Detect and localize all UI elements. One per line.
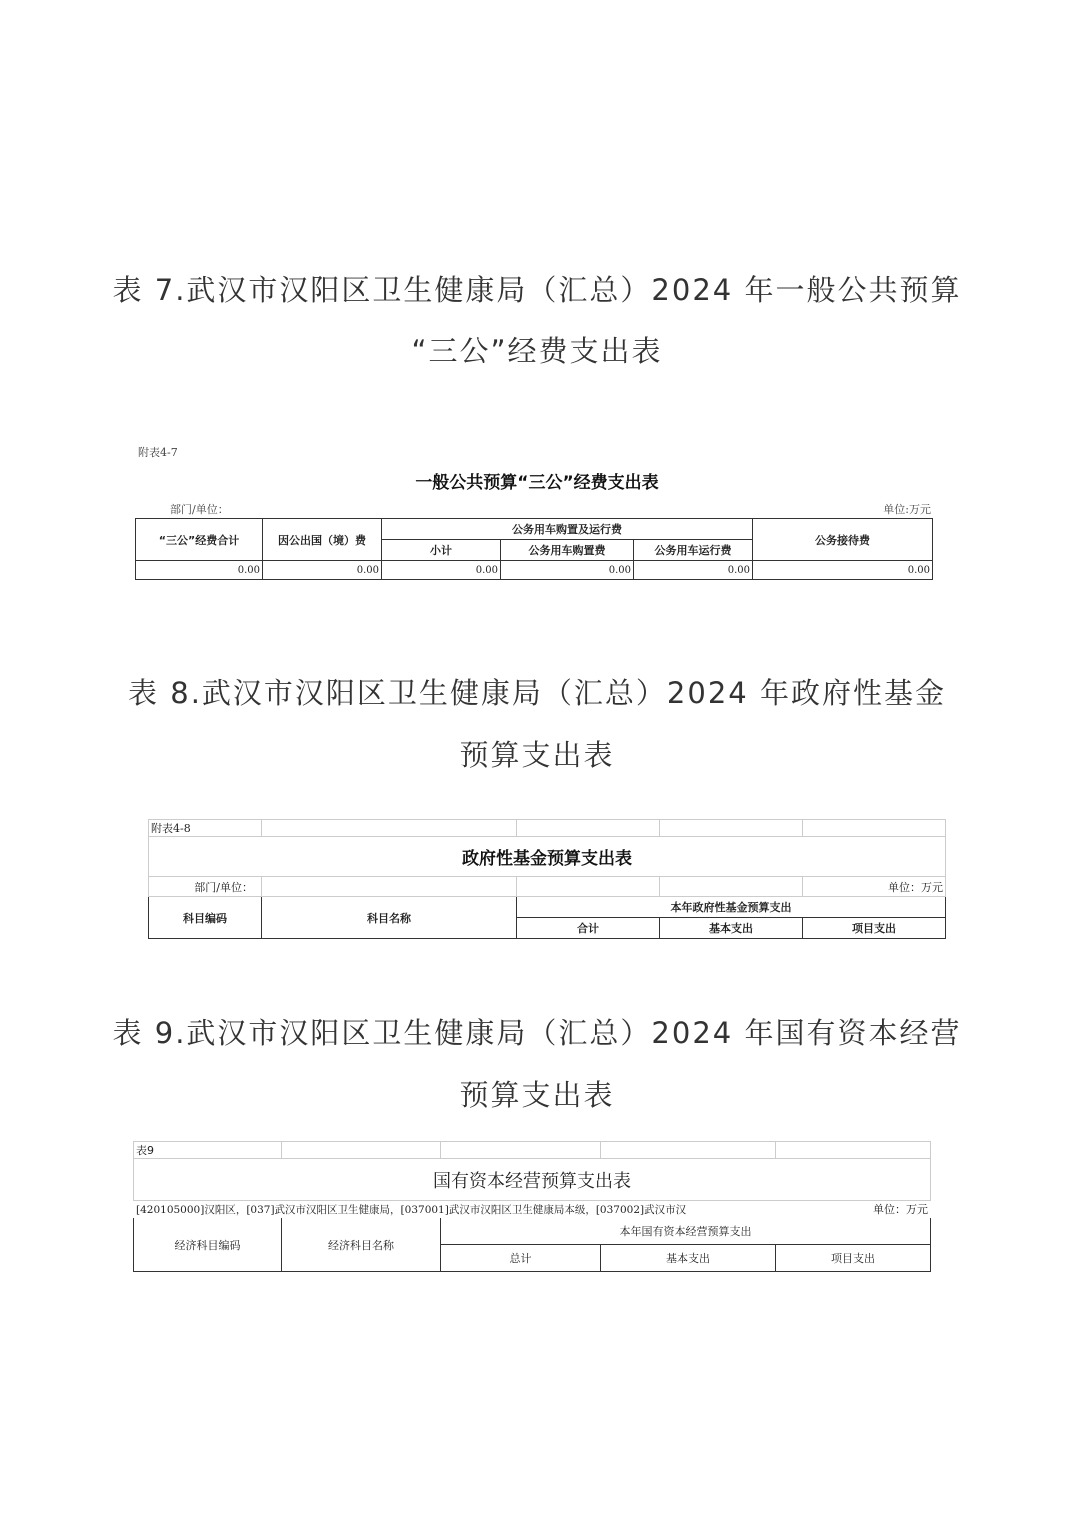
section7-heading-line2: “三公”经费支出表: [411, 334, 663, 368]
header-group: 本年国有资本经营预算支出: [441, 1218, 931, 1245]
empty-cell: [601, 1142, 776, 1159]
section7-attach-label: 附表4-7: [138, 446, 178, 459]
section9-unit-label: 单位：万元: [776, 1201, 931, 1218]
section8-heading-line1: 表 8.武汉市汉阳区卫生健康局（汇总）2024 年政府性基金: [128, 676, 946, 710]
value-total: 0.00: [136, 561, 263, 580]
section9-table: [133, 1141, 931, 1272]
empty-cell: [803, 820, 946, 837]
header-subtotal: 小计: [382, 540, 501, 561]
header-project: 项目支出: [776, 1245, 931, 1272]
header-reception: 公务接待费: [753, 519, 933, 561]
empty-cell: [517, 820, 660, 837]
header-total: “三公”经费合计: [136, 519, 263, 561]
empty-cell: [776, 1142, 931, 1159]
value-abroad: 0.00: [263, 561, 382, 580]
header-purchase: 公务用车购置费: [501, 540, 634, 561]
header-basic: 基本支出: [660, 918, 803, 939]
empty-cell: [517, 877, 660, 897]
section9-heading-line2: 预算支出表: [459, 1078, 615, 1112]
header-basic: 基本支出: [601, 1245, 776, 1272]
empty-cell: [441, 1142, 601, 1159]
header-total: 合计: [517, 918, 660, 939]
section7-heading-line1: 表 7.武汉市汉阳区卫生健康局（汇总）2024 年一般公共预算: [112, 273, 962, 307]
value-reception: 0.00: [753, 561, 933, 580]
section7-unit-label: 单位:万元: [883, 503, 931, 516]
header-project: 项目支出: [803, 918, 946, 939]
section8-table-title: 政府性基金预算支出表: [149, 837, 946, 877]
section8-unit-label: 单位：万元: [803, 877, 946, 897]
section7-table: [135, 518, 933, 580]
header-code: 科目编码: [149, 897, 262, 939]
section7-dept-label: 部门/单位：: [170, 503, 229, 516]
empty-cell: [660, 877, 803, 897]
header-total: 总计: [441, 1245, 601, 1272]
header-code: 经济科目编码: [134, 1218, 282, 1272]
empty-cell: [660, 820, 803, 837]
section8-heading-line2: 预算支出表: [459, 738, 615, 772]
header-abroad: 因公出国（境）费: [263, 519, 382, 561]
empty-cell: [262, 877, 517, 897]
section9-heading-line1: 表 9.武汉市汉阳区卫生健康局（汇总）2024 年国有资本经营: [112, 1016, 962, 1050]
header-vehicle-group: 公务用车购置及运行费: [382, 519, 753, 540]
empty-cell: [262, 820, 517, 837]
section7-table-title: 一般公共预算“三公”经费支出表: [415, 473, 659, 493]
header-name: 科目名称: [262, 897, 517, 939]
value-operation: 0.00: [634, 561, 753, 580]
empty-cell: [282, 1142, 441, 1159]
value-purchase: 0.00: [501, 561, 634, 580]
section9-attach-label: 表9: [134, 1142, 282, 1159]
section8-attach-label: 附表4-8: [149, 820, 262, 837]
header-name: 经济科目名称: [282, 1218, 441, 1272]
header-operation: 公务用车运行费: [634, 540, 753, 561]
section8-dept-label: 部门/单位：: [149, 877, 262, 897]
section8-table: [148, 819, 946, 939]
section9-dept-label: [420105000]汉阳区，[037]武汉市汉阳区卫生健康局，[037001]武汉市汉阳区卫生健康局本级，[037002]武汉市汉: [134, 1201, 776, 1218]
value-subtotal: 0.00: [382, 561, 501, 580]
header-group: 本年政府性基金预算支出: [517, 897, 946, 918]
section9-table-title: 国有资本经营预算支出表: [134, 1159, 931, 1201]
